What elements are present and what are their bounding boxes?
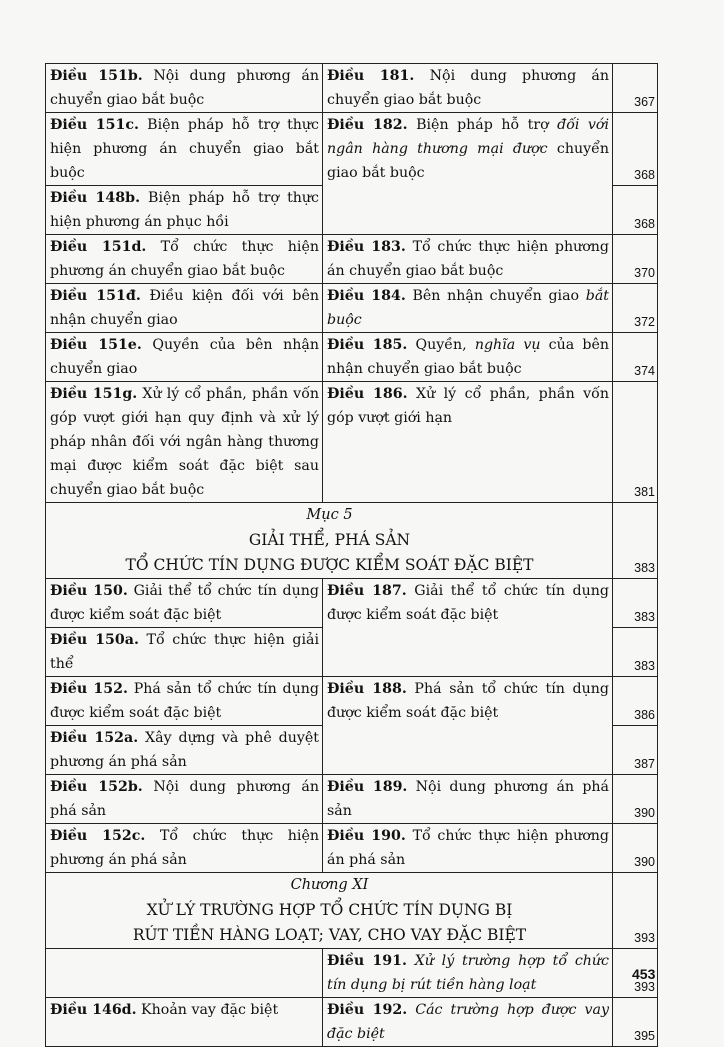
new-article: Điều 190. Tổ chức thực hiện phương án phá sản: [323, 824, 613, 873]
old-article: Điều 152a. Xây dựng và phê duyệt phương án phá sản: [46, 726, 323, 775]
table-row: [46, 998, 658, 1047]
page-ref: 390: [613, 824, 658, 873]
old-article: Điều 150a. Tổ chức thực hiện giải thể: [46, 628, 323, 677]
page-ref: 368: [613, 113, 658, 186]
old-article: Điều 151g. Xử lý cổ phần, phần vốn góp vượt giới hạn quy định và xử lý pháp nhân đối với ngân hàng thương mại được kiểm soát đặc biệt sau chuyển giao bắt buộc: [46, 382, 323, 503]
article-number: Điều 150a.: [50, 632, 139, 648]
old-article: Điều 151e. Quyền của bên nhận chuyển giao: [46, 333, 323, 382]
article-number: Điều 184.: [327, 288, 406, 304]
table-row: [46, 235, 658, 284]
new-article: Điều 183. Tổ chức thực hiện phương án chuyển giao bắt buộc: [323, 235, 613, 284]
new-article: Điều 191. Xử lý trường hợp tổ chức tín dụng bị rút tiền hàng loạt: [323, 949, 613, 998]
article-number: Điều 151c.: [50, 117, 139, 133]
table-row: [46, 113, 658, 186]
table-row: [46, 382, 658, 503]
old-article: Điều 148b. Biện pháp hỗ trợ thực hiện phương án phục hồi: [46, 186, 323, 235]
new-article: Điều 188. Phá sản tổ chức tín dụng được kiểm soát đặc biệt: [323, 677, 613, 775]
chapter-heading-row: [46, 873, 658, 949]
table-row: [46, 775, 658, 824]
article-number: Điều 152a.: [50, 730, 139, 746]
new-article: Điều 185. Quyền, nghĩa vụ của bên nhận chuyển giao bắt buộc: [323, 333, 613, 382]
old-article: Điều 151c. Biện pháp hỗ trợ thực hiện phương án chuyển giao bắt buộc: [46, 113, 323, 186]
section-title-line2: TỔ CHỨC TÍN DỤNG ĐƯỢC KIỂM SOÁT ĐẶC BIỆT: [125, 556, 534, 574]
article-number: Điều 151đ.: [50, 288, 141, 304]
page-ref: 374: [613, 333, 658, 382]
old-article: Điều 150. Giải thể tổ chức tín dụng được kiểm soát đặc biệt: [46, 579, 323, 628]
article-number: Điều 146d.: [50, 1002, 137, 1018]
page-ref: 383: [613, 579, 658, 628]
article-number: Điều 151d.: [50, 239, 147, 255]
old-article: Điều 146d. Khoản vay đặc biệt: [46, 998, 323, 1047]
page-ref: 372: [613, 284, 658, 333]
page-ref: 383: [613, 628, 658, 677]
article-number: Điều 151g.: [50, 386, 138, 402]
table-row: [46, 579, 658, 628]
page-number: 453: [632, 966, 656, 982]
page-ref: 368: [613, 186, 658, 235]
article-number: Điều 188.: [327, 681, 407, 697]
article-number: Điều 190.: [327, 828, 406, 844]
table-row: [46, 64, 658, 113]
old-article: Điều 152c. Tổ chức thực hiện phương án phá sản: [46, 824, 323, 873]
table-row: [46, 949, 658, 998]
chapter-title-line1: XỬ LÝ TRƯỜNG HỢP TỔ CHỨC TÍN DỤNG BỊ: [146, 901, 513, 919]
new-article: Điều 192. Các trường hợp được vay đặc biệt: [323, 998, 613, 1047]
new-article: Điều 187. Giải thể tổ chức tín dụng được kiểm soát đặc biệt: [323, 579, 613, 677]
article-number: Điều 151e.: [50, 337, 142, 353]
toc-table: [45, 63, 658, 1047]
new-article: Điều 181. Nội dung phương án chuyển giao bắt buộc: [323, 64, 613, 113]
chapter-heading: [46, 873, 613, 949]
new-article: Điều 189. Nội dung phương án phá sản: [323, 775, 613, 824]
old-article: Điều 151b. Nội dung phương án chuyển giao bắt buộc: [46, 64, 323, 113]
article-number: Điều 189.: [327, 779, 408, 795]
new-article: Điều 186. Xử lý cổ phần, phần vốn góp vượt giới hạn: [323, 382, 613, 503]
article-number: Điều 183.: [327, 239, 406, 255]
page-ref: 393: [613, 949, 658, 998]
article-number: Điều 187.: [327, 583, 407, 599]
new-article: Điều 184. Bên nhận chuyển giao bắt buộc: [323, 284, 613, 333]
page-ref: 387: [613, 726, 658, 775]
old-article: Điều 152b. Nội dung phương án phá sản: [46, 775, 323, 824]
article-number: Điều 152.: [50, 681, 128, 697]
chapter-label: Chương XI: [290, 877, 369, 893]
page-ref: 370: [613, 235, 658, 284]
article-number: Điều 151b.: [50, 68, 143, 84]
new-article: Điều 182. Biện pháp hỗ trợ đối với ngân hàng thương mại được chuyển giao bắt buộc: [323, 113, 613, 235]
table-row: [46, 677, 658, 726]
table-row: [46, 333, 658, 382]
page-ref: 386: [613, 677, 658, 726]
old-article: Điều 151đ. Điều kiện đối với bên nhận chuyển giao: [46, 284, 323, 333]
article-number: Điều 148b.: [50, 190, 141, 206]
article-number: Điều 182.: [327, 117, 408, 133]
page-ref: 383: [613, 503, 658, 579]
article-number: Điều 191.: [327, 953, 407, 969]
article-number: Điều 150.: [50, 583, 128, 599]
page-ref: 395: [613, 998, 658, 1047]
article-number: Điều 186.: [327, 386, 408, 402]
article-number: Điều 152c.: [50, 828, 146, 844]
page-ref: 381: [613, 382, 658, 503]
article-number: Điều 192.: [327, 1002, 408, 1018]
section-heading-row: [46, 503, 658, 579]
article-number: Điều 185.: [327, 337, 408, 353]
page-ref: 390: [613, 775, 658, 824]
article-number: Điều 152b.: [50, 779, 143, 795]
chapter-title-line2: RÚT TIỀN HÀNG LOẠT; VAY, CHO VAY ĐẶC BIỆT: [132, 926, 527, 944]
old-article: Điều 152. Phá sản tổ chức tín dụng được kiểm soát đặc biệt: [46, 677, 323, 726]
page-ref: 393: [613, 873, 658, 949]
section-title-line1: GIẢI THỂ, PHÁ SẢN: [248, 531, 411, 549]
table-row: [46, 284, 658, 333]
section-label: Mục 5: [306, 507, 353, 523]
old-article: Điều 151d. Tổ chức thực hiện phương án chuyển giao bắt buộc: [46, 235, 323, 284]
page-ref: 367: [613, 64, 658, 113]
old-article: [46, 949, 323, 998]
section-heading: [46, 503, 613, 579]
article-number: Điều 181.: [327, 68, 415, 84]
table-row: [46, 824, 658, 873]
